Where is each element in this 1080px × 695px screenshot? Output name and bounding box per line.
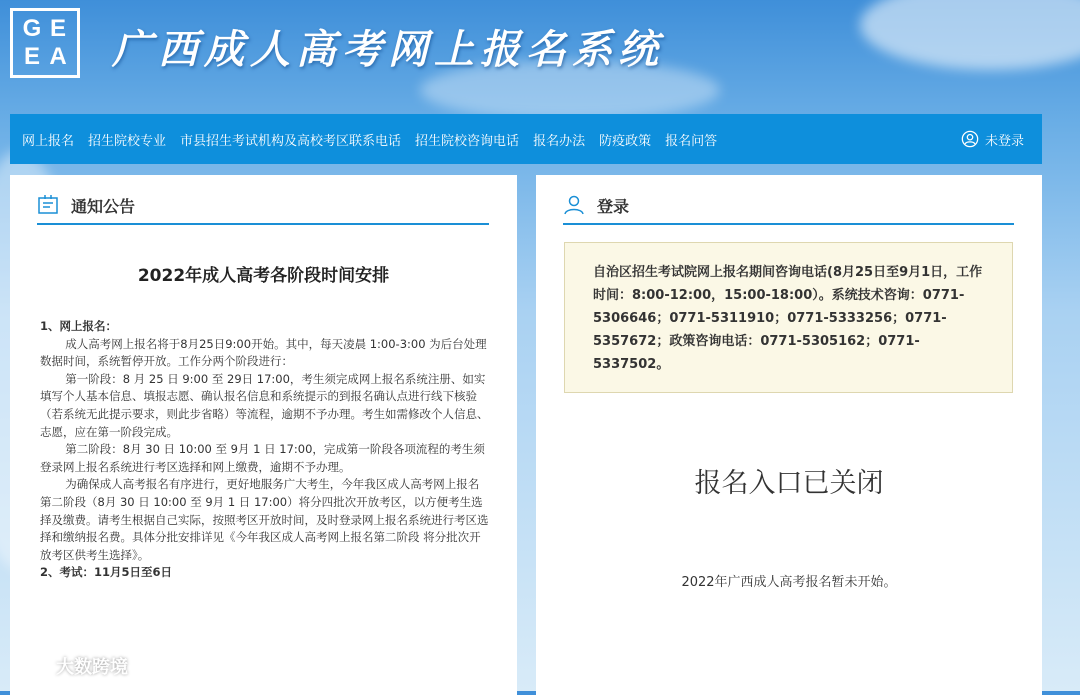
notice-paragraph: 第二阶段：8月 30 日 10:00 至 9月 1 日 17:00，完成第一阶段各项流程的考生须登录网上报名系统进行考区选择和网上缴费，逾期不予办理。 bbox=[40, 442, 485, 474]
registration-not-started-text: 2022年广西成人高考报名暂未开始。 bbox=[681, 575, 897, 590]
brand-logo-icon bbox=[8, 652, 52, 680]
nav-item-school-phones[interactable]: 招生院校咨询电话 bbox=[415, 133, 520, 149]
login-panel-header bbox=[563, 187, 1014, 225]
logo-letter: E bbox=[49, 15, 66, 42]
login-status-label: 未登录 bbox=[984, 133, 1024, 149]
watermark-text: 大数跨境 bbox=[56, 657, 128, 678]
notice-paragraph: 为确保成人高考报名有序进行，更好地服务广大考生，今年我区成人高考网上报名第二阶段（8月 30 日 10:00 至 9月 1 日 17:00）将分四批次开放考区，以方便考生选择及缴费。请考生根据自己实际，按照考区开放时间，及时登录网上报名系统进行考区选择和缴纳报名费。具体分批安排详见《今年我区成人高考网上报名第二阶段 将分批次开放考区供考生选择》。 bbox=[40, 477, 489, 562]
nav-item-epidemic-policy[interactable]: 防疫政策 bbox=[599, 133, 652, 149]
site-header bbox=[0, 0, 1080, 110]
logo-letter: A bbox=[49, 43, 67, 70]
logo-letter: E bbox=[23, 43, 40, 70]
login-status-link[interactable] bbox=[961, 130, 1024, 149]
notice-paragraph: 成人高考网上报名将于8月25日9:00开始。其中，每天凌晨 1:00-3:00 为后台处理数据时间，系统暂停开放。工作分两个阶段进行： bbox=[40, 336, 487, 369]
notice-panel bbox=[10, 175, 517, 695]
notice-paragraph: 第一阶段：8 月 25 日 9:00 至 29日 17:00，考生须完成网上报名系统注册、如实填写个人基本信息、填报志愿、确认报名信息和系统提示的到报名确认点进行线下核验（若系统无此提示要求，则此步省略）等流程，逾期不予办理。考生如需修改个人信息、志愿，应在第一阶段完成。 bbox=[40, 371, 489, 439]
watermark bbox=[8, 652, 128, 680]
user-icon bbox=[563, 194, 585, 216]
user-circle-icon bbox=[961, 130, 979, 148]
notice-paragraph: 2、考试：11月5日至6日 bbox=[40, 565, 173, 580]
site-title: 广西成人高考网上报名系统 bbox=[112, 26, 664, 73]
nav-item-schools-majors[interactable]: 招生院校专业 bbox=[88, 133, 167, 149]
nav-item-faq[interactable]: 报名问答 bbox=[665, 133, 718, 149]
login-panel bbox=[536, 175, 1042, 695]
notice-panel-title: 通知公告 bbox=[71, 196, 136, 216]
nav-item-registration-method[interactable]: 报名办法 bbox=[533, 133, 586, 149]
site-logo bbox=[10, 8, 80, 78]
login-panel-title: 登录 bbox=[597, 196, 630, 216]
registration-closed-text: 报名入口已关闭 bbox=[694, 468, 884, 499]
notice-body bbox=[40, 318, 490, 582]
logo-letter: G bbox=[22, 15, 42, 42]
consultation-info-text: 自治区招生考试院网上报名期间咨询电话(8月25日至9月1日，工作时间：8:00-12:00，15:00-18:00）。系统技术咨询：0771-5306646；0771-5311910；0771-5333256；0771-5357672；政策咨询电话：0771-5305162；0771-5337502。 bbox=[593, 265, 983, 372]
nav-item-online-registration[interactable]: 网上报名 bbox=[22, 133, 75, 149]
notice-panel-header bbox=[37, 187, 489, 225]
nav-item-exam-office-phones[interactable]: 市县招生考试机构及高校考区联系电话 bbox=[180, 133, 402, 149]
notice-paragraph: 1、网上报名： bbox=[40, 319, 118, 333]
notice-title[interactable]: 2022年成人高考各阶段时间安排 bbox=[137, 266, 390, 286]
consultation-info-box bbox=[564, 242, 1013, 393]
notice-board-icon bbox=[37, 194, 59, 216]
main-nav bbox=[10, 114, 1042, 164]
